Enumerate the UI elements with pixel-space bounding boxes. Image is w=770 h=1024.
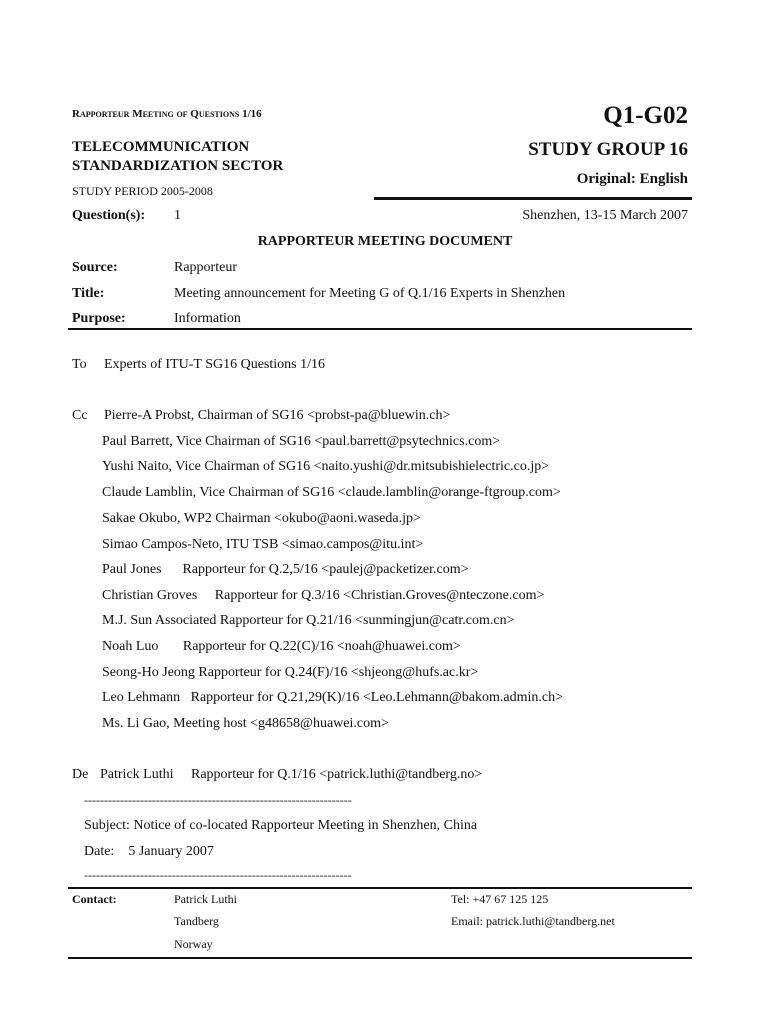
- place-date: Shenzhen, 13-15 March 2007: [522, 208, 688, 223]
- header-rule-right: [374, 197, 692, 200]
- cc-line: Seong-Ho Jeong Rapporteur for Q.24(F)/16 <shjeong@hufs.ac.kr>: [102, 665, 479, 680]
- cc-label: Cc: [72, 408, 88, 423]
- cc-line: Christian Groves Rapporteur for Q.3/16 <Christian.Groves@nteczone.com>: [102, 588, 545, 603]
- source-value: Rapporteur: [174, 260, 237, 275]
- original-language: Original: English: [576, 171, 688, 187]
- cc-line: Yushi Naito, Vice Chairman of SG16 <naito.yushi@dr.mitsubishielectric.co.jp>: [102, 459, 550, 474]
- document-id: Q1-G02: [603, 102, 688, 129]
- sector-line-2: STANDARDIZATION SECTOR: [72, 158, 284, 174]
- de-value: Patrick Luthi Rapporteur for Q.1/16 <patrick.luthi@tandberg.no>: [100, 767, 483, 782]
- contact-org: Tandberg: [174, 914, 219, 928]
- contact-tel: Tel: +47 67 125 125: [451, 892, 549, 906]
- date-line: Date: 5 January 2007: [84, 844, 214, 859]
- contact-top-rule: [68, 887, 692, 889]
- question-value: 1: [174, 208, 181, 223]
- contact-email[interactable]: Email: patrick.luthi@tandberg.net: [451, 914, 615, 928]
- cc-line: Leo Lehmann Rapporteur for Q.21,29(K)/16 <Leo.Lehmann@bakom.admin.ch>: [102, 690, 564, 705]
- question-label: Question(s):: [72, 208, 146, 223]
- title-value: Meeting announcement for Meeting G of Q.1/16 Experts in Shenzhen: [174, 286, 566, 301]
- cc-first: Pierre-A Probst, Chairman of SG16 <probst-pa@bluewin.ch>: [104, 408, 451, 423]
- sector-name: [72, 138, 283, 176]
- separator-top: -------------------------------------------------------------------: [84, 793, 352, 807]
- to-label: To: [72, 357, 87, 372]
- cc-line: Paul Barrett, Vice Chairman of SG16 <paul.barrett@psytechnics.com>: [102, 434, 501, 449]
- subject-line: Subject: Notice of co-located Rapporteur Meeting in Shenzhen, China: [84, 818, 478, 833]
- contact-label: Contact:: [72, 892, 117, 906]
- cc-line: Paul Jones Rapporteur for Q.2,5/16 <paulej@packetizer.com>: [102, 562, 469, 577]
- purpose-value: Information: [174, 311, 241, 326]
- cc-line: Ms. Li Gao, Meeting host <g48658@huawei.com>: [102, 716, 389, 731]
- title-label: Title:: [72, 286, 105, 301]
- de-label: De: [72, 767, 89, 782]
- cc-line: Sakae Okubo, WP2 Chairman <okubo@aoni.waseda.jp>: [102, 511, 421, 526]
- contact-country: Norway: [174, 937, 213, 951]
- contact-name: Patrick Luthi: [174, 892, 237, 906]
- contact-bottom-rule: [68, 957, 692, 959]
- separator-bottom: -------------------------------------------------------------------: [84, 868, 352, 882]
- study-group: STUDY GROUP 16: [528, 139, 688, 160]
- to-value: Experts of ITU-T SG16 Questions 1/16: [104, 357, 325, 372]
- cc-line: Simao Campos-Neto, ITU TSB <simao.campos@itu.int>: [102, 537, 424, 552]
- rapporteur-meeting-heading: Rapporteur Meeting of Questions 1/16: [72, 108, 262, 120]
- source-label: Source:: [72, 260, 118, 275]
- cc-line: Noah Luo Rapporteur for Q.22(C)/16 <noah@huawei.com>: [102, 639, 461, 654]
- cc-line: M.J. Sun Associated Rapporteur for Q.21/16 <sunmingjun@catr.com.cn>: [102, 613, 515, 628]
- study-period: STUDY PERIOD 2005-2008: [72, 184, 213, 198]
- document-type: RAPPORTEUR MEETING DOCUMENT: [257, 234, 513, 249]
- sector-line-1: TELECOMMUNICATION: [72, 139, 250, 155]
- purpose-label: Purpose:: [72, 311, 126, 326]
- meta-bottom-rule: [68, 328, 692, 330]
- cc-line: Claude Lamblin, Vice Chairman of SG16 <claude.lamblin@orange-ftgroup.com>: [102, 485, 561, 500]
